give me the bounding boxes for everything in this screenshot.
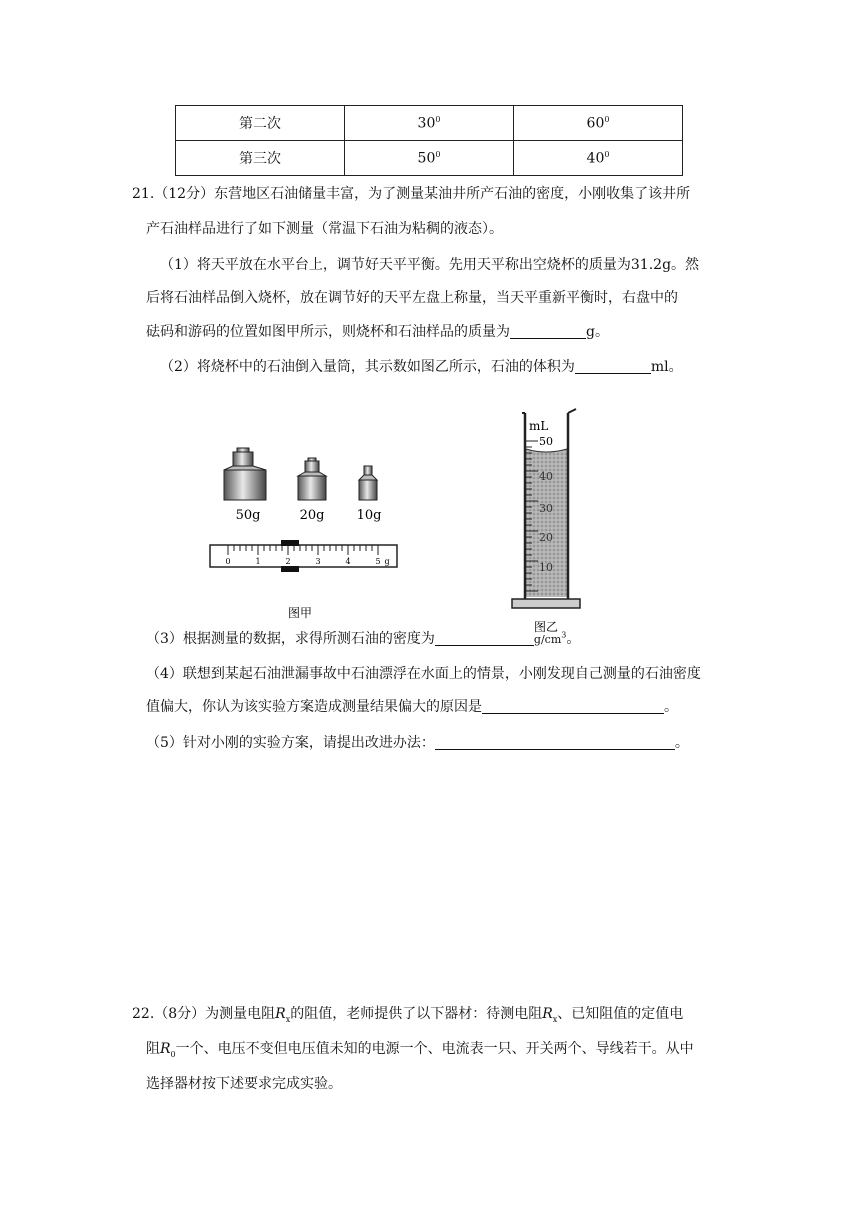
cylinder-unit-label: mL — [529, 419, 549, 433]
table-cell: $60^0$ — [514, 106, 683, 141]
q21-p3-end: 。 — [566, 631, 581, 647]
scale-tick-label: 4 — [345, 557, 351, 566]
weight-20g-label: 20g — [299, 508, 325, 523]
q22-text-e: 一个、电压不变但电压值未知的电源一个、电流表一只、开关两个、导线若干。从中 — [175, 1041, 694, 1057]
q21-p3-text: （3）根据测量的数据，求得所测石油的密度为 — [146, 631, 435, 647]
cylinder-base — [512, 599, 580, 608]
q21-p4-line2 — [146, 696, 678, 716]
q21-p5-text: （5）针对小刚的实验方案，请提出改进办法： — [146, 735, 435, 751]
q21-p1-line3 — [146, 321, 609, 341]
cylinder-tick-label: 40 — [539, 470, 553, 483]
q21-p2 — [160, 356, 683, 376]
q21-p4-text: 值偏大，你认为该实验方案造成测量结果偏大的原因是 — [146, 699, 482, 715]
r0-subscript: 0 — [170, 1049, 176, 1059]
scale-unit-label: g — [384, 557, 390, 566]
q21-p5 — [146, 732, 689, 752]
scale-tick-label: 0 — [225, 557, 231, 566]
q21-p2-unit: ml。 — [650, 359, 683, 375]
q22-line2 — [146, 1038, 694, 1059]
weight-20g-icon — [298, 458, 326, 500]
q22-line1 — [132, 1003, 683, 1024]
weight-50g-icon — [224, 448, 266, 500]
q21-p1-text: 砝码和游码的位置如图甲所示，则烧杯和石油样品的质量为 — [146, 324, 510, 340]
rx-symbol: R — [275, 1006, 286, 1022]
table-cell: 第三次 — [176, 141, 345, 176]
reason-answer-blank[interactable] — [482, 699, 664, 714]
q21-p3-unit: g/cm — [533, 633, 562, 646]
q21-p2-text: （2）将烧杯中的石油倒入量筒，其示数如图乙所示，石油的体积为 — [160, 359, 575, 375]
figure-yi-caption: 图乙 — [534, 620, 559, 634]
q21-p5-end: 。 — [674, 735, 689, 751]
density-answer-blank[interactable] — [435, 631, 534, 646]
cylinder-tick-label: 30 — [539, 502, 553, 515]
scale-tick-label: 5 — [375, 557, 381, 566]
rx-subscript: x — [552, 1014, 558, 1024]
q22-text-c: 、已知阻值的定值电 — [557, 1006, 684, 1022]
scale-tick-label: 1 — [255, 557, 261, 566]
table-cell: $50^0$ — [345, 141, 514, 176]
weight-10g-icon — [359, 466, 377, 500]
rider-bottom-marker — [281, 566, 299, 572]
q21-p1-unit: g。 — [586, 324, 609, 340]
q22-text-a: 22.（8分）为测量电阻 — [132, 1006, 276, 1022]
q21-line1: 21.（12分）东营地区石油储量丰富，为了测量某油井所产石油的密度，小刚收集了该井所 — [132, 186, 691, 202]
cylinder-tick-label: 50 — [539, 435, 553, 448]
scale-tick-label: 3 — [315, 557, 321, 566]
improvement-answer-blank[interactable] — [435, 735, 675, 750]
q21-line2: 产石油样品进行了如下测量（常温下石油为粘稠的液态）。 — [146, 221, 503, 237]
rider-top-marker — [281, 540, 299, 546]
figure-jia-caption: 图甲 — [287, 606, 313, 620]
q21-p4-end: 。 — [664, 699, 678, 715]
cylinder-tick-label: 20 — [539, 531, 553, 544]
rx-symbol: R — [542, 1006, 553, 1022]
q22-line3: 选择器材按下述要求完成实验。 — [146, 1076, 342, 1092]
q21-p1-line1: （1）将天平放在水平台上，调节好天平平衡。先用天平称出空烧杯的质量为31.2g。然 — [160, 257, 700, 273]
q21-p3 — [146, 628, 580, 648]
table-cell: $30^0$ — [345, 106, 514, 141]
table-row — [176, 106, 683, 141]
data-table — [175, 105, 683, 176]
q21-p3-unit-exponent: 3 — [561, 630, 567, 640]
q21-p4-line1: （4）联想到某起石油泄漏事故中石油漂浮在水面上的情景，小刚发现自己测量的石油密度 — [146, 666, 701, 682]
rider-scale — [210, 540, 397, 572]
mass-answer-blank[interactable] — [510, 324, 586, 339]
r0-symbol: R — [160, 1041, 171, 1057]
table-row — [176, 141, 683, 176]
table-cell: 第二次 — [176, 106, 345, 141]
q22-text-b: 的阻值，老师提供了以下器材：待测电阻 — [290, 1006, 543, 1022]
table-cell: $40^0$ — [514, 141, 683, 176]
weight-10g-label: 10g — [356, 508, 382, 523]
q22-text-d: 阻 — [146, 1041, 160, 1057]
rx-subscript: x — [285, 1014, 291, 1024]
weight-50g-label: 50g — [235, 508, 261, 523]
q21-p1-line2: 后将石油样品倒入烧杯，放在调节好的天平左盘上称量，当天平重新平衡时，右盘中的 — [146, 290, 678, 306]
cylinder-tick-label: 10 — [539, 561, 553, 574]
scale-tick-label: 2 — [285, 557, 291, 566]
balance-weights-figure — [200, 445, 410, 625]
volume-answer-blank[interactable] — [575, 359, 651, 374]
